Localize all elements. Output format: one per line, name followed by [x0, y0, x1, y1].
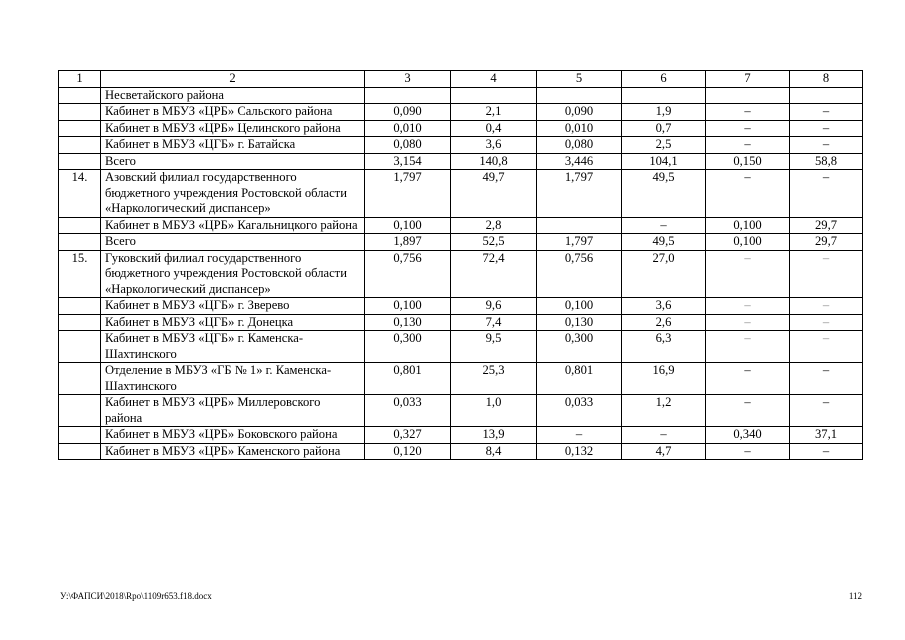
- institution-name-cell: Кабинет в МБУЗ «ЦГБ» г. Батайска: [101, 137, 365, 154]
- value-cell: 6,3: [622, 331, 706, 363]
- value-cell: 2,5: [622, 137, 706, 154]
- value-cell: 0,080: [365, 137, 451, 154]
- value-cell: 1,9: [622, 104, 706, 121]
- value-cell: 9,6: [451, 298, 537, 315]
- value-cell: –: [706, 120, 790, 137]
- row-number-cell: [59, 137, 101, 154]
- column-header: 3: [365, 71, 451, 88]
- institution-name-cell: Несветайского района: [101, 87, 365, 104]
- value-cell: 52,5: [451, 234, 537, 251]
- institution-name-cell: Кабинет в МБУЗ «ЦРБ» Кагальницкого района: [101, 217, 365, 234]
- value-cell: 1,797: [365, 170, 451, 218]
- value-cell: 0,4: [451, 120, 537, 137]
- value-cell: 0,801: [365, 363, 451, 395]
- value-cell: 0,090: [365, 104, 451, 121]
- value-cell: 0,033: [537, 395, 622, 427]
- value-cell: 7,4: [451, 314, 537, 331]
- value-cell: 0,130: [537, 314, 622, 331]
- row-number-cell: [59, 120, 101, 137]
- table-row: [59, 153, 863, 170]
- value-cell: 0,132: [537, 443, 622, 460]
- value-cell: [537, 217, 622, 234]
- value-cell: 49,5: [622, 234, 706, 251]
- value-cell: 0,090: [537, 104, 622, 121]
- value-cell: –: [706, 331, 790, 363]
- table-row: [59, 87, 863, 104]
- table-row: [59, 104, 863, 121]
- value-cell: 29,7: [790, 217, 863, 234]
- value-cell: [365, 87, 451, 104]
- value-cell: 0,010: [537, 120, 622, 137]
- row-number-cell: [59, 234, 101, 251]
- institution-name-cell: Кабинет в МБУЗ «ЦРБ» Каменского района: [101, 443, 365, 460]
- value-cell: 1,2: [622, 395, 706, 427]
- value-cell: –: [622, 217, 706, 234]
- value-cell: [537, 87, 622, 104]
- value-cell: 2,8: [451, 217, 537, 234]
- row-number-cell: [59, 153, 101, 170]
- row-number-cell: [59, 298, 101, 315]
- value-cell: 37,1: [790, 427, 863, 444]
- value-cell: –: [790, 443, 863, 460]
- footer-page-number: 112: [848, 591, 862, 601]
- value-cell: 0,010: [365, 120, 451, 137]
- value-cell: 29,7: [790, 234, 863, 251]
- value-cell: –: [706, 170, 790, 218]
- row-number-cell: [59, 314, 101, 331]
- value-cell: 2,6: [622, 314, 706, 331]
- value-cell: 58,8: [790, 153, 863, 170]
- row-number-cell: 14.: [59, 170, 101, 218]
- value-cell: 0,033: [365, 395, 451, 427]
- value-cell: 104,1: [622, 153, 706, 170]
- value-cell: –: [706, 443, 790, 460]
- value-cell: 2,1: [451, 104, 537, 121]
- row-number-cell: [59, 443, 101, 460]
- value-cell: 0,120: [365, 443, 451, 460]
- value-cell: –: [537, 427, 622, 444]
- value-cell: 3,446: [537, 153, 622, 170]
- value-cell: 3,6: [451, 137, 537, 154]
- table-row: [59, 250, 863, 298]
- value-cell: –: [790, 120, 863, 137]
- value-cell: –: [706, 395, 790, 427]
- row-number-cell: [59, 363, 101, 395]
- value-cell: –: [790, 250, 863, 298]
- value-cell: –: [790, 363, 863, 395]
- row-number-cell: [59, 87, 101, 104]
- table-row: [59, 217, 863, 234]
- value-cell: –: [790, 314, 863, 331]
- value-cell: 16,9: [622, 363, 706, 395]
- table-row: [59, 314, 863, 331]
- value-cell: 1,797: [537, 234, 622, 251]
- value-cell: [790, 87, 863, 104]
- value-cell: 0,300: [365, 331, 451, 363]
- institution-name-cell: Кабинет в МБУЗ «ЦРБ» Миллеровского района: [101, 395, 365, 427]
- value-cell: 0,100: [365, 298, 451, 315]
- value-cell: 0,100: [706, 234, 790, 251]
- value-cell: 3,154: [365, 153, 451, 170]
- institution-name-cell: Кабинет в МБУЗ «ЦГБ» г. Каменска-Шахтинского: [101, 331, 365, 363]
- table-row: [59, 120, 863, 137]
- value-cell: –: [790, 104, 863, 121]
- institution-name-cell: Кабинет в МБУЗ «ЦРБ» Боковского района: [101, 427, 365, 444]
- value-cell: 0,7: [622, 120, 706, 137]
- value-cell: –: [790, 298, 863, 315]
- value-cell: 25,3: [451, 363, 537, 395]
- value-cell: –: [706, 250, 790, 298]
- row-number-cell: [59, 427, 101, 444]
- value-cell: –: [790, 395, 863, 427]
- institution-name-cell: Кабинет в МБУЗ «ЦГБ» г. Зверево: [101, 298, 365, 315]
- value-cell: 3,6: [622, 298, 706, 315]
- table-row: [59, 234, 863, 251]
- value-cell: 49,7: [451, 170, 537, 218]
- column-header: 1: [59, 71, 101, 88]
- value-cell: 0,300: [537, 331, 622, 363]
- column-header: 2: [101, 71, 365, 88]
- column-header: 8: [790, 71, 863, 88]
- table-row: [59, 363, 863, 395]
- row-number-cell: [59, 217, 101, 234]
- institution-name-cell: Кабинет в МБУЗ «ЦРБ» Целинского района: [101, 120, 365, 137]
- footer-file-path: У:\ФАПСИ\2018\Rpo\1109r653.f18.docx: [60, 591, 212, 601]
- value-cell: 13,9: [451, 427, 537, 444]
- table-row: [59, 443, 863, 460]
- table-row: [59, 298, 863, 315]
- institution-name-cell: Азовский филиал государственного бюджетного учреждения Ростовской области «Наркологический диспансер»: [101, 170, 365, 218]
- institution-name-cell: Гуковский филиал государственного бюджетного учреждения Ростовской области «Наркологический диспансер»: [101, 250, 365, 298]
- table-row: [59, 427, 863, 444]
- value-cell: –: [706, 137, 790, 154]
- table-row: [59, 395, 863, 427]
- row-number-cell: 15.: [59, 250, 101, 298]
- value-cell: 49,5: [622, 170, 706, 218]
- column-header: 4: [451, 71, 537, 88]
- value-cell: 72,4: [451, 250, 537, 298]
- row-number-cell: [59, 104, 101, 121]
- value-cell: [451, 87, 537, 104]
- data-table: [58, 70, 863, 460]
- value-cell: –: [706, 363, 790, 395]
- value-cell: –: [706, 298, 790, 315]
- value-cell: –: [706, 104, 790, 121]
- value-cell: 0,100: [365, 217, 451, 234]
- column-header: 7: [706, 71, 790, 88]
- row-number-cell: [59, 395, 101, 427]
- value-cell: 27,0: [622, 250, 706, 298]
- value-cell: 0,100: [537, 298, 622, 315]
- value-cell: –: [790, 170, 863, 218]
- table-row: [59, 331, 863, 363]
- institution-name-cell: Отделение в МБУЗ «ГБ № 1» г. Каменска-Шахтинского: [101, 363, 365, 395]
- institution-name-cell: Всего: [101, 234, 365, 251]
- value-cell: –: [790, 137, 863, 154]
- institution-name-cell: Кабинет в МБУЗ «ЦРБ» Сальского района: [101, 104, 365, 121]
- value-cell: 8,4: [451, 443, 537, 460]
- value-cell: –: [706, 314, 790, 331]
- value-cell: 0,080: [537, 137, 622, 154]
- column-header: 5: [537, 71, 622, 88]
- value-cell: 0,756: [365, 250, 451, 298]
- value-cell: 1,0: [451, 395, 537, 427]
- value-cell: 140,8: [451, 153, 537, 170]
- row-number-cell: [59, 331, 101, 363]
- value-cell: 0,130: [365, 314, 451, 331]
- value-cell: –: [622, 427, 706, 444]
- value-cell: 0,150: [706, 153, 790, 170]
- value-cell: 9,5: [451, 331, 537, 363]
- value-cell: 1,897: [365, 234, 451, 251]
- value-cell: [706, 87, 790, 104]
- value-cell: –: [790, 331, 863, 363]
- table-row: [59, 170, 863, 218]
- table-header-row: [59, 71, 863, 88]
- value-cell: 1,797: [537, 170, 622, 218]
- value-cell: 0,340: [706, 427, 790, 444]
- value-cell: 0,756: [537, 250, 622, 298]
- column-header: 6: [622, 71, 706, 88]
- institution-name-cell: Кабинет в МБУЗ «ЦГБ» г. Донецка: [101, 314, 365, 331]
- value-cell: 0,327: [365, 427, 451, 444]
- value-cell: 0,100: [706, 217, 790, 234]
- value-cell: 0,801: [537, 363, 622, 395]
- institution-name-cell: Всего: [101, 153, 365, 170]
- value-cell: [622, 87, 706, 104]
- table-row: [59, 137, 863, 154]
- value-cell: 4,7: [622, 443, 706, 460]
